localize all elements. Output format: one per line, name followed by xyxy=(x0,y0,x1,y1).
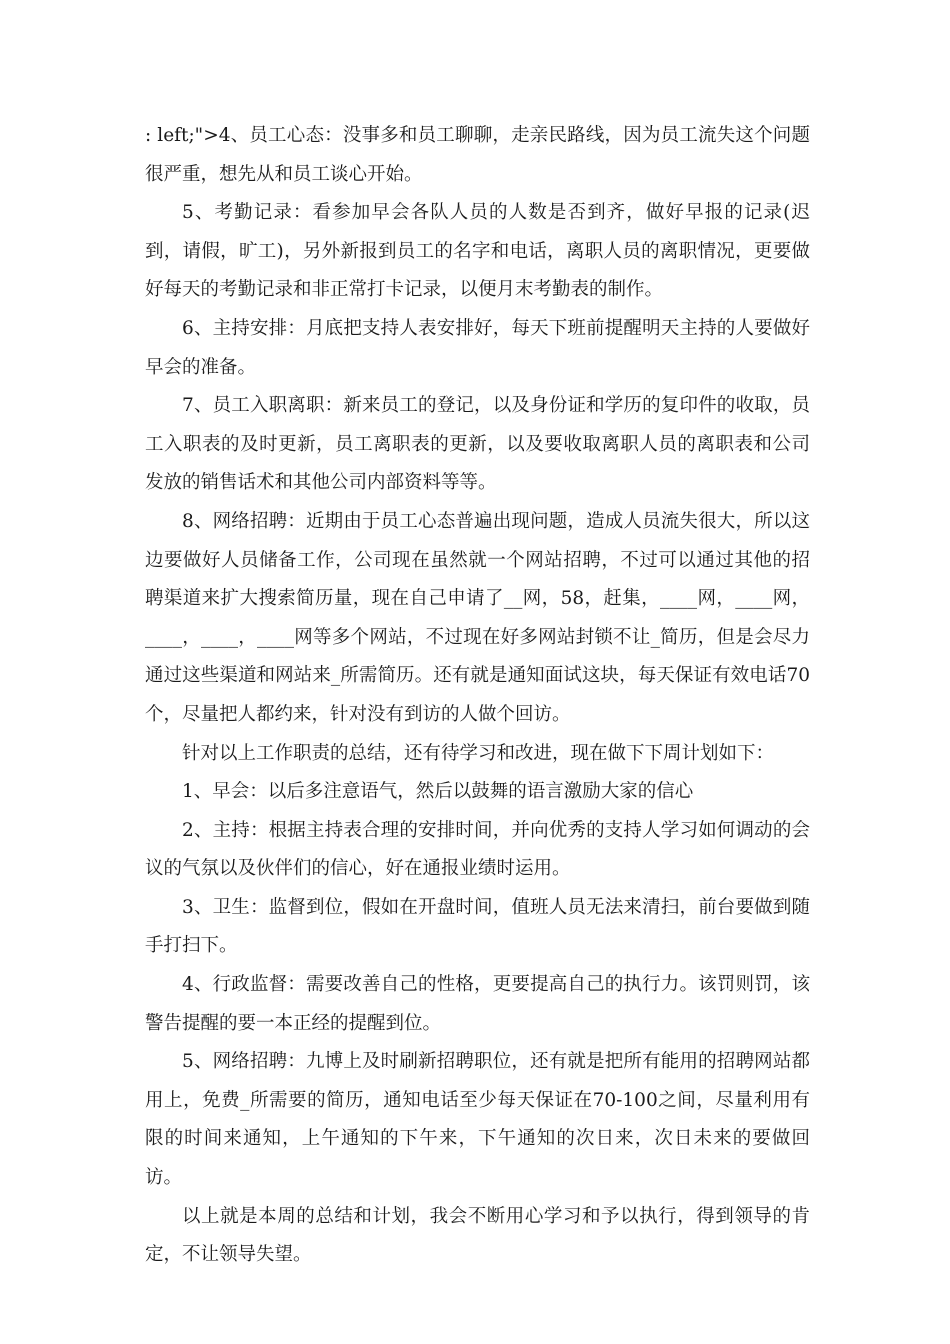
paragraph-attendance: 5、考勤记录：看参加早会各队人员的人数是否到齐，做好早报的记录(迟到，请假，旷工)，另外新报到员工的名字和电话，离职人员的离职情况，更要做好每天的考勤记录和非正常打卡记录，以便月末考勤表的制作。 xyxy=(145,202,810,301)
paragraph-host-schedule: 6、主持安排：月底把支持人表安排好，每天下班前提醒明天主持的人要做好早会的准备。 xyxy=(145,317,810,378)
paragraph-plan-recruiting: 5、网络招聘：九博上及时刷新招聘职位，还有就是把所有能用的招聘网站都用上，免费_所需要的简历，通知电话至少每天保证在70-100之间，尽量利用有限的时间来通知，上午通知的下午来，下午通知的次日来，次日未来的要做回访。 xyxy=(145,1051,810,1189)
paragraph-online-recruiting: 8、网络招聘：近期由于员工心态普遍出现问题，造成人员流失很大，所以这边要做好人员储备工作，公司现在虽然就一个网站招聘，不过可以通过其他的招聘渠道来扩大搜索简历量，现在自己申请了__网，58，赶集，____网，____网，____，____，____网等多个网站，不过现在好多网站封锁不让_简历，但是会尽力通过这些渠道和网站来_所需简历。还有就是通知面试这块，每天保证有效电话70个，尽量把人都约来，针对没有到访的人做个回访。 xyxy=(145,510,810,725)
paragraph-employee-mindset: : left;">4、员工心态：没事多和员工聊聊，走亲民路线，因为员工流失这个问题很严重，想先从和员工谈心开始。 xyxy=(145,125,810,185)
paragraph-onboarding: 7、员工入职离职：新来员工的登记，以及身份证和学历的复印件的收取，员工入职表的及时更新，员工离职表的更新，以及要收取离职人员的离职表和公司发放的销售话术和其他公司内部资料等等。 xyxy=(145,395,810,494)
document-body xyxy=(145,117,810,1275)
paragraph-conclusion: 以上就是本周的总结和计划，我会不断用心学习和予以执行，得到领导的肯定，不让领导失望。 xyxy=(145,1205,810,1266)
paragraph-plan-hosting: 2、主持：根据主持表合理的安排时间，并向优秀的支持人学习如何调动的会议的气氛以及伙伴们的信心，好在通报业绩时运用。 xyxy=(145,819,810,880)
paragraph-plan-intro: 针对以上工作职责的总结，还有待学习和改进，现在做下下周计划如下： xyxy=(182,742,775,764)
paragraph-plan-morning-meeting: 1、早会：以后多注意语气，然后以鼓舞的语言激励大家的信心 xyxy=(182,781,694,803)
paragraph-plan-supervision: 4、行政监督：需要改善自己的性格，更要提高自己的执行力。该罚则罚，该警告提醒的要一本正经的提醒到位。 xyxy=(145,974,810,1034)
paragraph-plan-hygiene: 3、卫生：监督到位，假如在开盘时间，值班人员无法来清扫，前台要做到随手打扫下。 xyxy=(145,896,810,957)
